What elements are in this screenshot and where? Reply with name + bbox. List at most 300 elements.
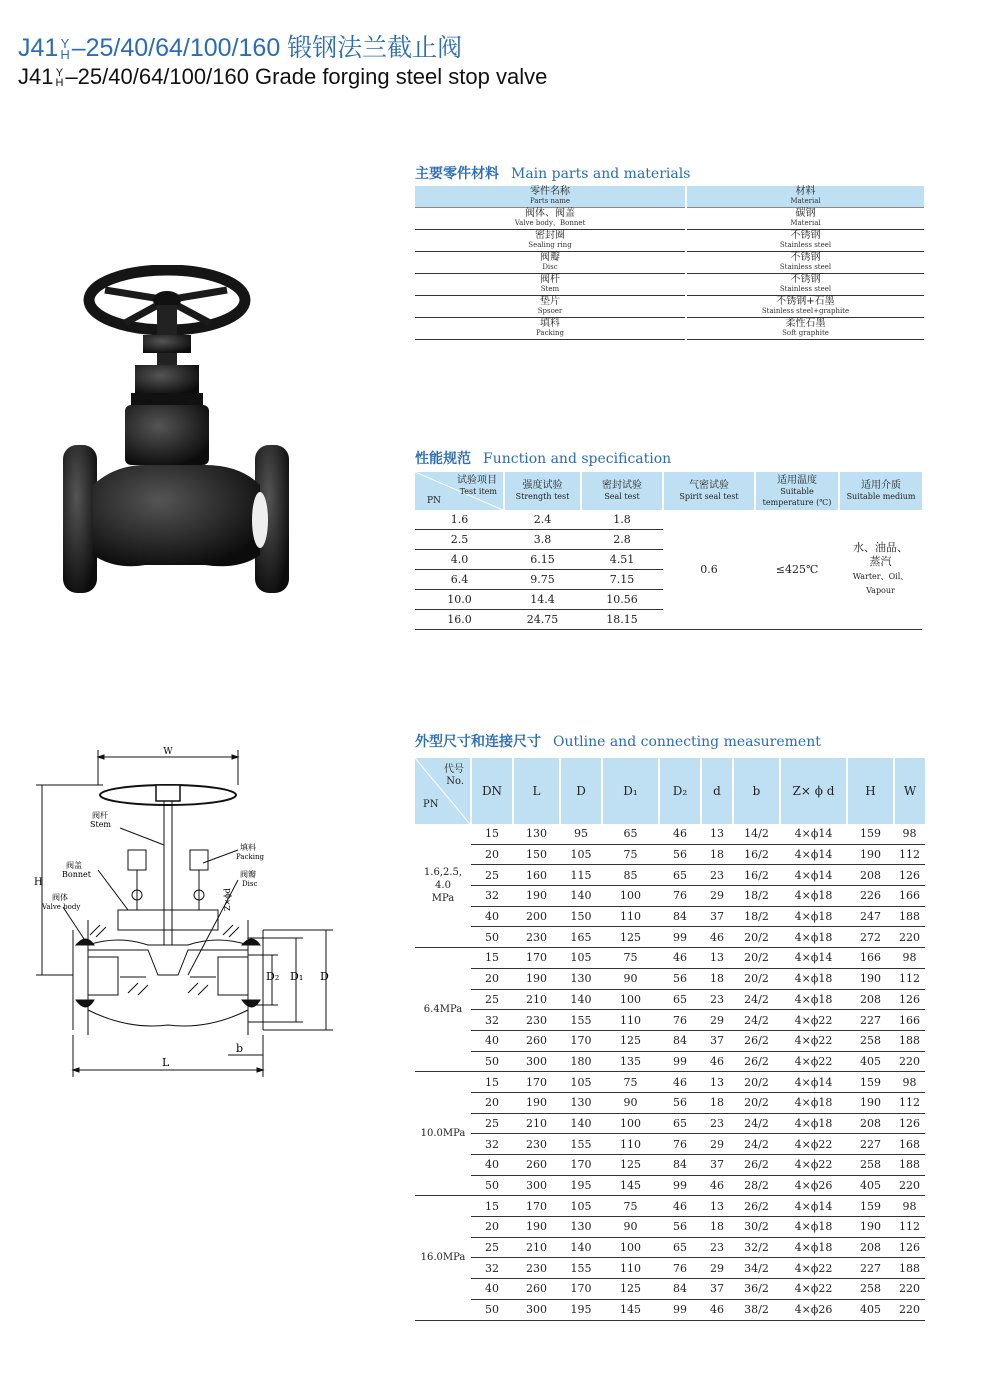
dim-cell: 20/2: [733, 1072, 780, 1093]
dim-cell: 300: [513, 1299, 560, 1320]
dim-cell: 227: [847, 1258, 894, 1279]
spec-seal-cell: 4.51: [581, 550, 663, 570]
dim-header-col: D₂: [659, 758, 701, 824]
dim-cell: 36/2: [733, 1279, 780, 1300]
dim-cell: 4×ϕ22: [780, 1155, 847, 1176]
dim-cell: 99: [659, 1051, 701, 1072]
dim-pn-cell: [415, 948, 471, 1072]
dim-cell: 300: [513, 1051, 560, 1072]
dim-cell: 32: [471, 1258, 513, 1279]
dim-cell: 75: [602, 1072, 659, 1093]
dim-cell: 76: [659, 1010, 701, 1031]
dim-cell: 14/2: [733, 824, 780, 844]
spec-section-title: [415, 448, 671, 468]
dim-cell: 220: [894, 1299, 925, 1320]
spec-header-temp: [755, 472, 839, 510]
dim-row: [415, 1217, 925, 1238]
dim-cell: 180: [560, 1051, 602, 1072]
dim-cell: 98: [894, 1072, 925, 1093]
dim-cell: 230: [513, 1134, 560, 1155]
parts-mat-cn: 碳钢: [795, 208, 816, 219]
parts-name-cell: [415, 252, 686, 274]
dim-cell: 76: [659, 1134, 701, 1155]
dim-cell: 18: [701, 968, 733, 989]
dim-cell: 46: [659, 824, 701, 844]
dim-pn-line: 4.0: [435, 880, 451, 892]
parts-name-cn: 密封圈: [535, 230, 565, 241]
dim-cell: 405: [847, 1175, 894, 1196]
dim-cell: 100: [602, 989, 659, 1010]
dim-cell: 46: [659, 1072, 701, 1093]
dim-cell: 13: [701, 948, 733, 969]
spec-title-cn: 性能规范: [415, 451, 471, 467]
dim-cell: 32: [471, 886, 513, 907]
spec-title-en: Function and specification: [483, 451, 672, 467]
parts-mat-en: Stainless steel+graphite: [761, 307, 850, 315]
dim-cell: 4×ϕ18: [780, 1237, 847, 1258]
dim-header-col: Z× ϕ d: [780, 758, 847, 824]
dim-cell: 56: [659, 844, 701, 865]
dim-cell: 20: [471, 1217, 513, 1238]
dim-cell: 95: [560, 824, 602, 844]
dim-cell: 112: [894, 844, 925, 865]
dim-cell: 220: [894, 1279, 925, 1300]
dim-cell: 16/2: [733, 844, 780, 865]
spec-header-item-label: [457, 475, 497, 497]
dim-cell: 190: [513, 968, 560, 989]
dim-cell: 208: [847, 1237, 894, 1258]
dim-cell: 227: [847, 1134, 894, 1155]
dim-cell: 159: [847, 824, 894, 844]
dim-cell: 29: [701, 1134, 733, 1155]
dim-cell: 4×ϕ14: [780, 844, 847, 865]
dim-cell: 168: [894, 1134, 925, 1155]
dim-cell: 208: [847, 989, 894, 1010]
parts-mat-en: Soft graphite: [782, 329, 829, 337]
dim-cell: 166: [847, 948, 894, 969]
dim-cell: 20: [471, 1092, 513, 1113]
dim-cell: 405: [847, 1299, 894, 1320]
spec-strength-en: Strength test: [515, 492, 570, 501]
drawing-disc-en: Disc: [242, 880, 258, 888]
spec-temp-en2: temperature (℃): [762, 497, 832, 507]
dim-cell: 170: [513, 1072, 560, 1093]
dim-cell: 75: [602, 844, 659, 865]
parts-name-en: Packing: [536, 329, 564, 337]
dim-cell: 4×ϕ18: [780, 989, 847, 1010]
spec-header-seal: [581, 472, 663, 510]
dim-cell: 50: [471, 1299, 513, 1320]
parts-row: [415, 296, 924, 318]
dim-cell: 50: [471, 1051, 513, 1072]
parts-row: [415, 274, 924, 296]
dim-header-col: d: [701, 758, 733, 824]
drawing-body-en: Valve body: [42, 903, 81, 911]
dim-cell: 20/2: [733, 948, 780, 969]
dim-cell: 34/2: [733, 1258, 780, 1279]
dim-row: [415, 1051, 925, 1072]
dim-cell: 300: [513, 1175, 560, 1196]
dim-cell: 190: [513, 1092, 560, 1113]
dim-cell: 210: [513, 989, 560, 1010]
parts-header-name-cn: 零件名称: [530, 186, 570, 197]
dim-cell: 405: [847, 1051, 894, 1072]
dim-cell: 190: [513, 1217, 560, 1238]
drawing-disc-cn: 阀瓣: [240, 870, 256, 879]
dim-cell: 13: [701, 824, 733, 844]
dim-cell: 260: [513, 1279, 560, 1300]
spec-strength-cell: 24.75: [504, 610, 581, 630]
dim-pn-line: 1.6,2.5,: [423, 867, 463, 879]
dim-cell: 46: [701, 927, 733, 948]
spec-strength-cell: 3.8: [504, 530, 581, 550]
drawing-bonnet-en: Bonnet: [62, 870, 91, 879]
dim-cell: 30/2: [733, 1217, 780, 1238]
dim-row: [415, 844, 925, 865]
spec-header-air: [663, 472, 755, 510]
spec-temp-cell: ≤425℃: [755, 510, 839, 630]
dim-cell: 160: [513, 865, 560, 886]
spec-medium-en: Suitable medium: [846, 492, 916, 501]
dim-cell: 84: [659, 906, 701, 927]
dim-pn-line: 16.0MPa: [420, 1252, 466, 1264]
dim-row: [415, 1299, 925, 1320]
spec-seal-cell: 7.15: [581, 570, 663, 590]
dim-cell: 4×ϕ22: [780, 1134, 847, 1155]
dim-cell: 130: [513, 824, 560, 844]
dim-pn-line: 10.0MPa: [420, 1128, 466, 1140]
spec-temp-en1: Suitable: [780, 486, 814, 496]
valve-photo: [55, 265, 300, 600]
dim-row: [415, 1258, 925, 1279]
dim-cell: 4×ϕ14: [780, 824, 847, 844]
dim-cell: 50: [471, 1175, 513, 1196]
dim-cell: 190: [847, 844, 894, 865]
dim-row: [415, 1134, 925, 1155]
dim-cell: 220: [894, 1175, 925, 1196]
parts-mat-cn: 不锈钢: [790, 274, 821, 285]
dim-cell: 13: [701, 1196, 733, 1217]
dim-cell: 110: [602, 906, 659, 927]
dim-pn-line: MPa: [431, 893, 455, 905]
parts-name-en: Disc: [542, 263, 558, 271]
dim-cell: 155: [560, 1134, 602, 1155]
dim-row: [415, 1113, 925, 1134]
spec-pn-cell: 10.0: [415, 590, 504, 610]
dim-cell: 18: [701, 1092, 733, 1113]
dim-cell: 165: [560, 927, 602, 948]
dim-cell: 258: [847, 1155, 894, 1176]
dim-cell: 226: [847, 886, 894, 907]
dim-cell: 126: [894, 989, 925, 1010]
parts-mat-cell: [686, 296, 924, 318]
dim-code-cn: 代号: [444, 764, 464, 775]
parts-name-cell: [415, 318, 686, 340]
dim-cell: 145: [602, 1175, 659, 1196]
dim-cell: 110: [602, 1258, 659, 1279]
parts-mat-cell: [686, 274, 924, 296]
dim-cell: 140: [560, 989, 602, 1010]
dim-cell: 24/2: [733, 1113, 780, 1134]
dim-cell: 56: [659, 1217, 701, 1238]
dim-cell: 230: [513, 1010, 560, 1031]
parts-name-en: Stem: [540, 285, 560, 293]
dim-cell: 170: [560, 1030, 602, 1051]
dim-cell: 150: [513, 844, 560, 865]
drawing-d-label: D: [320, 970, 329, 983]
dim-cell: 110: [602, 1010, 659, 1031]
dim-cell: 90: [602, 968, 659, 989]
dim-header-col: DN: [471, 758, 513, 824]
dim-cell: 56: [659, 968, 701, 989]
dim-cell: 145: [602, 1299, 659, 1320]
spec-item-en: Test item: [459, 487, 497, 496]
dim-cell: 260: [513, 1030, 560, 1051]
dim-cell: 190: [513, 886, 560, 907]
spec-strength-cell: 14.4: [504, 590, 581, 610]
dim-row: [415, 886, 925, 907]
dim-cell: 159: [847, 1072, 894, 1093]
drawing-packing-cn: 填料: [240, 843, 256, 852]
dim-cell: 125: [602, 1155, 659, 1176]
dim-cell: 105: [560, 1072, 602, 1093]
dim-cell: 26/2: [733, 1051, 780, 1072]
dim-cell: 125: [602, 1279, 659, 1300]
drawing-b-label: b: [236, 1042, 244, 1055]
dim-cell: 24/2: [733, 1010, 780, 1031]
dim-cell: 4×ϕ18: [780, 1092, 847, 1113]
parts-name-cell: [415, 208, 686, 230]
parts-table: [415, 186, 924, 340]
dim-cell: 190: [847, 968, 894, 989]
parts-row: [415, 318, 924, 340]
dim-cell: 4×ϕ14: [780, 948, 847, 969]
title-en-text: –25/40/64/100/160 Grade forging steel stop valve: [65, 64, 548, 89]
title-cn-text: –25/40/64/100/160 锻钢法兰截止阀: [71, 34, 463, 62]
dim-cell: 4×ϕ14: [780, 865, 847, 886]
dim-cell: 25: [471, 1237, 513, 1258]
dim-row: [415, 948, 925, 969]
dim-cell: 220: [894, 1051, 925, 1072]
dim-header-col: H: [847, 758, 894, 824]
dim-code-en: No.: [446, 776, 464, 787]
dim-row: [415, 1155, 925, 1176]
dim-cell: 24/2: [733, 1134, 780, 1155]
parts-name-cell: [415, 274, 686, 296]
drawing-stem-cn: 阀杆: [92, 811, 108, 820]
dim-row: [415, 824, 925, 844]
parts-mat-en: Stainless steel: [779, 285, 832, 293]
dim-cell: 130: [560, 1217, 602, 1238]
dim-cell: 195: [560, 1299, 602, 1320]
dim-cell: 126: [894, 1237, 925, 1258]
dim-header-col: L: [513, 758, 560, 824]
spec-header-row: [415, 472, 922, 510]
dim-cell: 4×ϕ22: [780, 1051, 847, 1072]
spec-header-item: [415, 472, 504, 510]
dim-cell: 90: [602, 1217, 659, 1238]
spec-pn-cell: 2.5: [415, 530, 504, 550]
dim-cell: 170: [513, 1196, 560, 1217]
dim-cell: 85: [602, 865, 659, 886]
parts-mat-en: Stainless steel: [779, 241, 832, 249]
dim-cell: 200: [513, 906, 560, 927]
dim-cell: 20/2: [733, 927, 780, 948]
dim-cell: 29: [701, 1010, 733, 1031]
spec-seal-cell: 2.8: [581, 530, 663, 550]
model-prefix-en: J41: [18, 64, 54, 89]
spec-pn-cell: 6.4: [415, 570, 504, 590]
dim-cell: 23: [701, 989, 733, 1010]
parts-name-cn: 阀体、阀盖: [525, 208, 575, 219]
dim-cell: 20/2: [733, 968, 780, 989]
parts-mat-en: Material: [790, 219, 821, 227]
dim-cell: 105: [560, 1196, 602, 1217]
dim-cell: 4×ϕ26: [780, 1175, 847, 1196]
dim-cell: 227: [847, 1010, 894, 1031]
dim-cell: 4×ϕ22: [780, 1010, 847, 1031]
dim-cell: 195: [560, 1175, 602, 1196]
dim-cell: 135: [602, 1051, 659, 1072]
dim-cell: 4×ϕ18: [780, 1113, 847, 1134]
dim-cell: 16/2: [733, 865, 780, 886]
dim-cell: 188: [894, 1258, 925, 1279]
dim-cell: 140: [560, 1237, 602, 1258]
dim-header-row: [415, 758, 925, 824]
drawing-stem-en: Stem: [90, 820, 112, 829]
dim-cell: 4×ϕ18: [780, 968, 847, 989]
dim-cell: 40: [471, 1155, 513, 1176]
dim-cell: 98: [894, 948, 925, 969]
dim-cell: 76: [659, 1258, 701, 1279]
dim-row: [415, 1030, 925, 1051]
dim-cell: 155: [560, 1010, 602, 1031]
parts-header-mat-cn: 材料: [795, 186, 816, 197]
dim-cell: 84: [659, 1030, 701, 1051]
spec-medium-en2: Vapour: [866, 586, 895, 595]
parts-mat-cn: 不锈钢: [790, 230, 821, 241]
dim-pn-cell: [415, 1196, 471, 1320]
dim-cell: 150: [560, 906, 602, 927]
dim-cell: 4×ϕ22: [780, 1279, 847, 1300]
spec-air-cell: 0.6: [663, 510, 755, 630]
model-yh: [60, 36, 70, 63]
dim-cell: 112: [894, 1217, 925, 1238]
dim-cell: 90: [602, 1092, 659, 1113]
dim-cell: 18: [701, 1217, 733, 1238]
dim-cell: 126: [894, 1113, 925, 1134]
dim-cell: 220: [894, 927, 925, 948]
parts-header-name-en: Parts name: [529, 197, 570, 205]
dim-cell: 155: [560, 1258, 602, 1279]
dim-cell: 46: [701, 1299, 733, 1320]
spec-pn-cell: 1.6: [415, 510, 504, 530]
model-sup-y-en: Y: [55, 67, 64, 80]
dim-cell: 15: [471, 824, 513, 844]
dim-row: [415, 968, 925, 989]
dim-cell: 110: [602, 1134, 659, 1155]
dim-cell: 99: [659, 927, 701, 948]
dim-cell: 65: [659, 865, 701, 886]
dim-cell: 4×ϕ22: [780, 1030, 847, 1051]
dim-header-col: b: [733, 758, 780, 824]
spec-medium-cn2: 蒸汽: [869, 555, 892, 568]
dim-cell: 32: [471, 1134, 513, 1155]
parts-section-title: [415, 163, 690, 183]
drawing-body-cn: 阀体: [52, 893, 68, 902]
dim-cell: 84: [659, 1279, 701, 1300]
spec-seal-cn: 密封试验: [602, 480, 642, 491]
spec-medium-cell: [839, 510, 922, 630]
dim-cell: 23: [701, 1113, 733, 1134]
spec-pn-cell: 4.0: [415, 550, 504, 570]
dim-cell: 159: [847, 1196, 894, 1217]
dim-title-cn: 外型尺寸和连接尺寸: [415, 734, 541, 750]
dim-row: [415, 1279, 925, 1300]
spec-medium-cn1: 水、油品、: [853, 541, 908, 554]
dim-row: [415, 927, 925, 948]
parts-row: [415, 230, 924, 252]
dim-cell: 65: [659, 1113, 701, 1134]
dim-cell: 130: [560, 1092, 602, 1113]
dim-cell: 38/2: [733, 1299, 780, 1320]
dim-cell: 126: [894, 865, 925, 886]
parts-name-cn: 填料: [540, 318, 560, 329]
spec-seal-en: Seal test: [604, 492, 640, 501]
model-sub-h-en: H: [55, 77, 64, 90]
drawing-w-label: W: [163, 747, 173, 757]
dim-cell: 112: [894, 968, 925, 989]
parts-name-cell: [415, 230, 686, 252]
dim-cell: 166: [894, 1010, 925, 1031]
spec-row: [415, 510, 922, 530]
dim-pn-line: 6.4MPa: [423, 1004, 463, 1016]
dim-cell: 13: [701, 1072, 733, 1093]
dim-cell: 28/2: [733, 1175, 780, 1196]
dim-cell: 210: [513, 1113, 560, 1134]
dim-cell: 272: [847, 927, 894, 948]
dim-cell: 105: [560, 844, 602, 865]
dim-row: [415, 865, 925, 886]
spec-strength-cn: 强度试验: [522, 480, 563, 491]
dim-cell: 25: [471, 1113, 513, 1134]
dim-cell: 15: [471, 1072, 513, 1093]
dim-cell: 56: [659, 1092, 701, 1113]
dim-cell: 100: [602, 1237, 659, 1258]
dim-pn-cell: [415, 1072, 471, 1196]
dim-cell: 115: [560, 865, 602, 886]
dim-cell: 65: [659, 1237, 701, 1258]
dim-cell: 170: [560, 1279, 602, 1300]
dim-cell: 99: [659, 1299, 701, 1320]
spec-air-cn: 气密试验: [689, 480, 729, 491]
dim-cell: 76: [659, 886, 701, 907]
spec-item-cn: 试验项目: [457, 475, 497, 486]
parts-name-en: Sealing ring: [528, 241, 572, 249]
dim-row: [415, 1237, 925, 1258]
dim-cell: 46: [701, 1175, 733, 1196]
dim-cell: 65: [602, 824, 659, 844]
dim-cell: 210: [513, 1237, 560, 1258]
spec-seal-cell: 1.8: [581, 510, 663, 530]
dim-row: [415, 1175, 925, 1196]
parts-mat-cn: 柔性石墨: [785, 318, 826, 329]
dim-cell: 258: [847, 1279, 894, 1300]
dim-cell: 25: [471, 865, 513, 886]
dim-cell: 18/2: [733, 906, 780, 927]
dim-cell: 40: [471, 906, 513, 927]
dim-cell: 75: [602, 1196, 659, 1217]
